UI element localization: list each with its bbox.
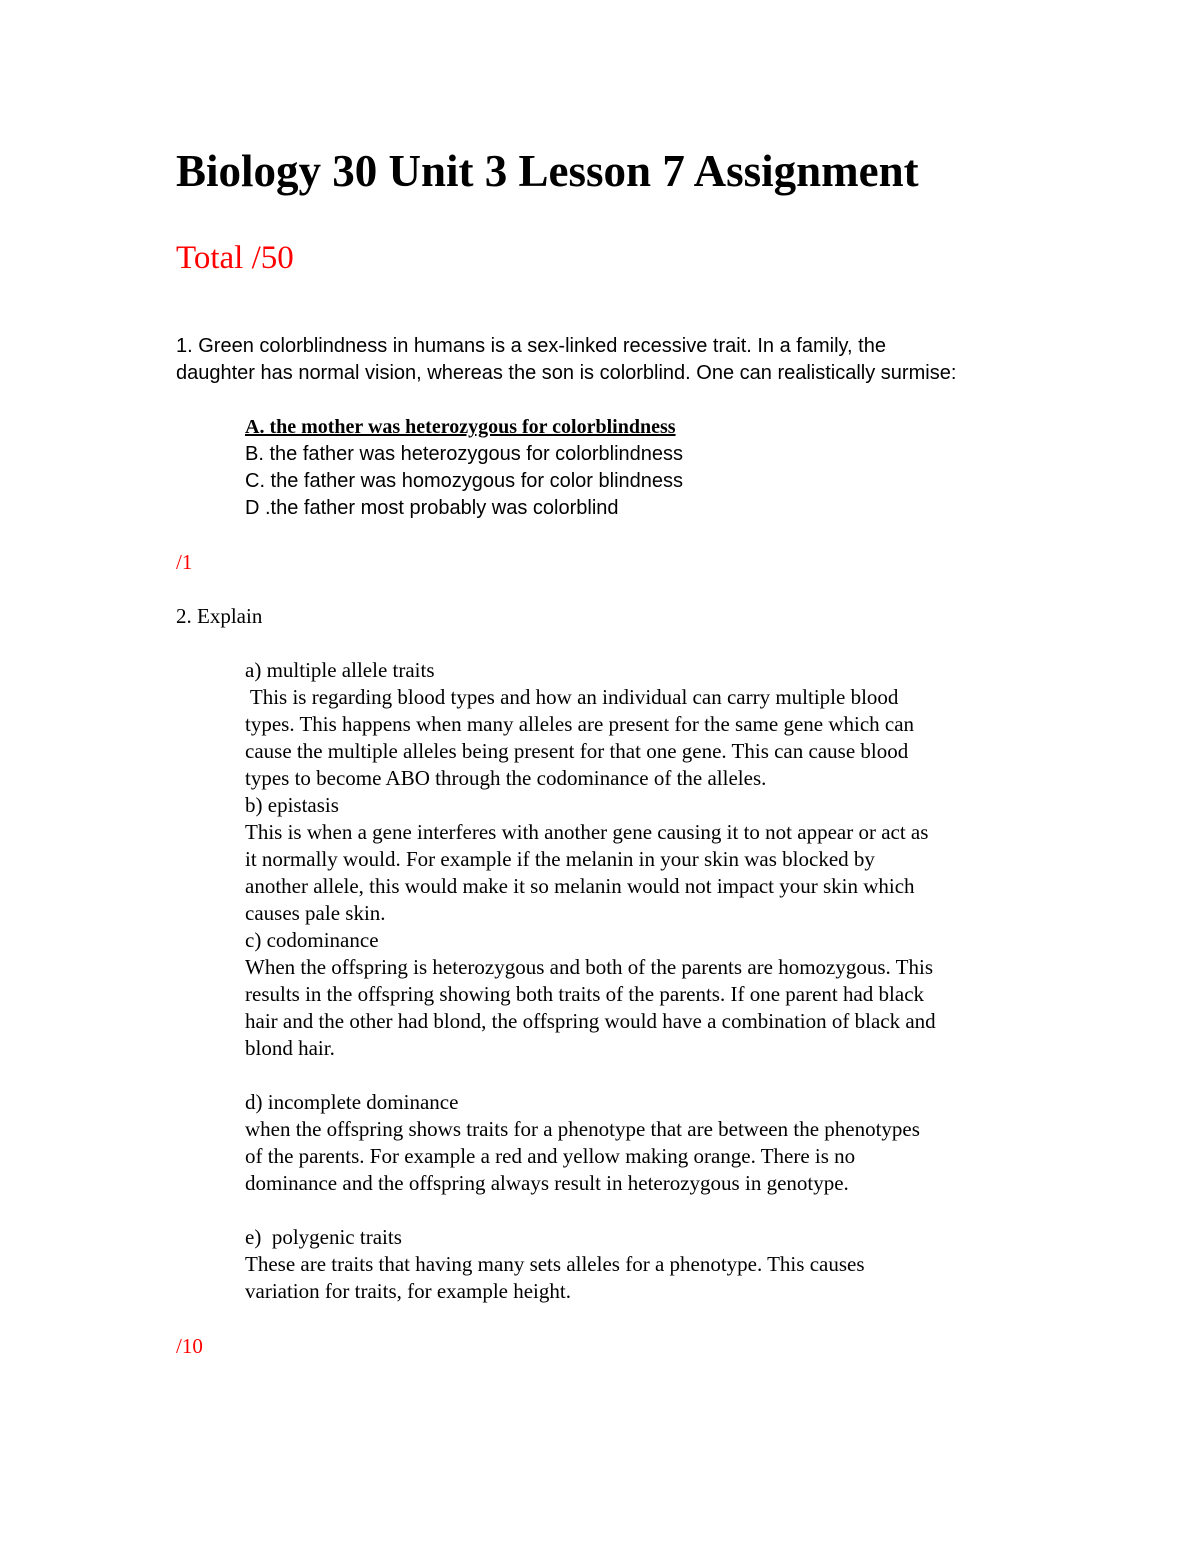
question-1-score: /1: [176, 550, 193, 574]
answer-line: hair and the other had blond, the offspring would have a combination of black and: [245, 1009, 936, 1033]
answer-line: blond hair.: [245, 1036, 335, 1060]
answer-line: when the offspring shows traits for a phenotype that are between the phenotypes: [245, 1117, 920, 1141]
answer-line: b) epistasis: [245, 793, 339, 817]
answer-line: types. This happens when many alleles are present for the same gene which can: [245, 712, 915, 736]
page-title: Biology 30 Unit 3 Lesson 7 Assignment: [176, 146, 919, 196]
option-a: A. the mother was heterozygous for colorblindness: [245, 416, 676, 438]
answer-line: These are traits that having many sets alleles for a phenotype. This causes: [245, 1252, 865, 1276]
answer-line: it normally would. For example if the melanin in your skin was blocked by: [245, 847, 875, 871]
question-1-options: [245, 414, 683, 522]
total-score: Total /50: [176, 240, 294, 276]
answer-line: dominance and the offspring always result in heterozygous in genotype.: [245, 1171, 849, 1195]
answer-line: e) polygenic traits: [245, 1225, 402, 1249]
option-c: C. the father was homozygous for color blindness: [245, 470, 683, 492]
answer-line: another allele, this would make it so melanin would not impact your skin which: [245, 874, 915, 898]
answer-line: cause the multiple alleles being present for that one gene. This can cause blood: [245, 739, 909, 763]
question-1-line: 1. Green colorblindness in humans is a sex-linked recessive trait. In a family, the: [176, 335, 886, 357]
answer-line: causes pale skin.: [245, 901, 386, 925]
question-2-prompt: 2. Explain: [176, 604, 263, 628]
answer-line: c) codominance: [245, 928, 379, 952]
answer-line: types to become ABO through the codominance of the alleles.: [245, 766, 767, 790]
answer-line: results in the offspring showing both traits of the parents. If one parent had black: [245, 982, 925, 1006]
answer-blank-line: [245, 1197, 936, 1224]
answer-line: d) incomplete dominance: [245, 1090, 459, 1114]
answer-line: a) multiple allele traits: [245, 658, 435, 682]
option-d: D .the father most probably was colorblind: [245, 497, 619, 519]
answer-blank-line: [245, 1062, 936, 1089]
answer-line: This is when a gene interferes with another gene causing it to not appear or act as: [245, 820, 929, 844]
question-1: [176, 333, 956, 387]
answer-line: When the offspring is heterozygous and both of the parents are homozygous. This: [245, 955, 933, 979]
question-1-line: daughter has normal vision, whereas the son is colorblind. One can realistically surmise:: [176, 362, 957, 384]
question-2-score: /10: [176, 1334, 203, 1358]
answer-line: variation for traits, for example height.: [245, 1279, 571, 1303]
question-2-answers: [245, 657, 936, 1305]
answer-line: This is regarding blood types and how an individual can carry multiple blood: [245, 685, 899, 709]
answer-line: of the parents. For example a red and yellow making orange. There is no: [245, 1144, 856, 1168]
option-b: B. the father was heterozygous for colorblindness: [245, 443, 684, 465]
